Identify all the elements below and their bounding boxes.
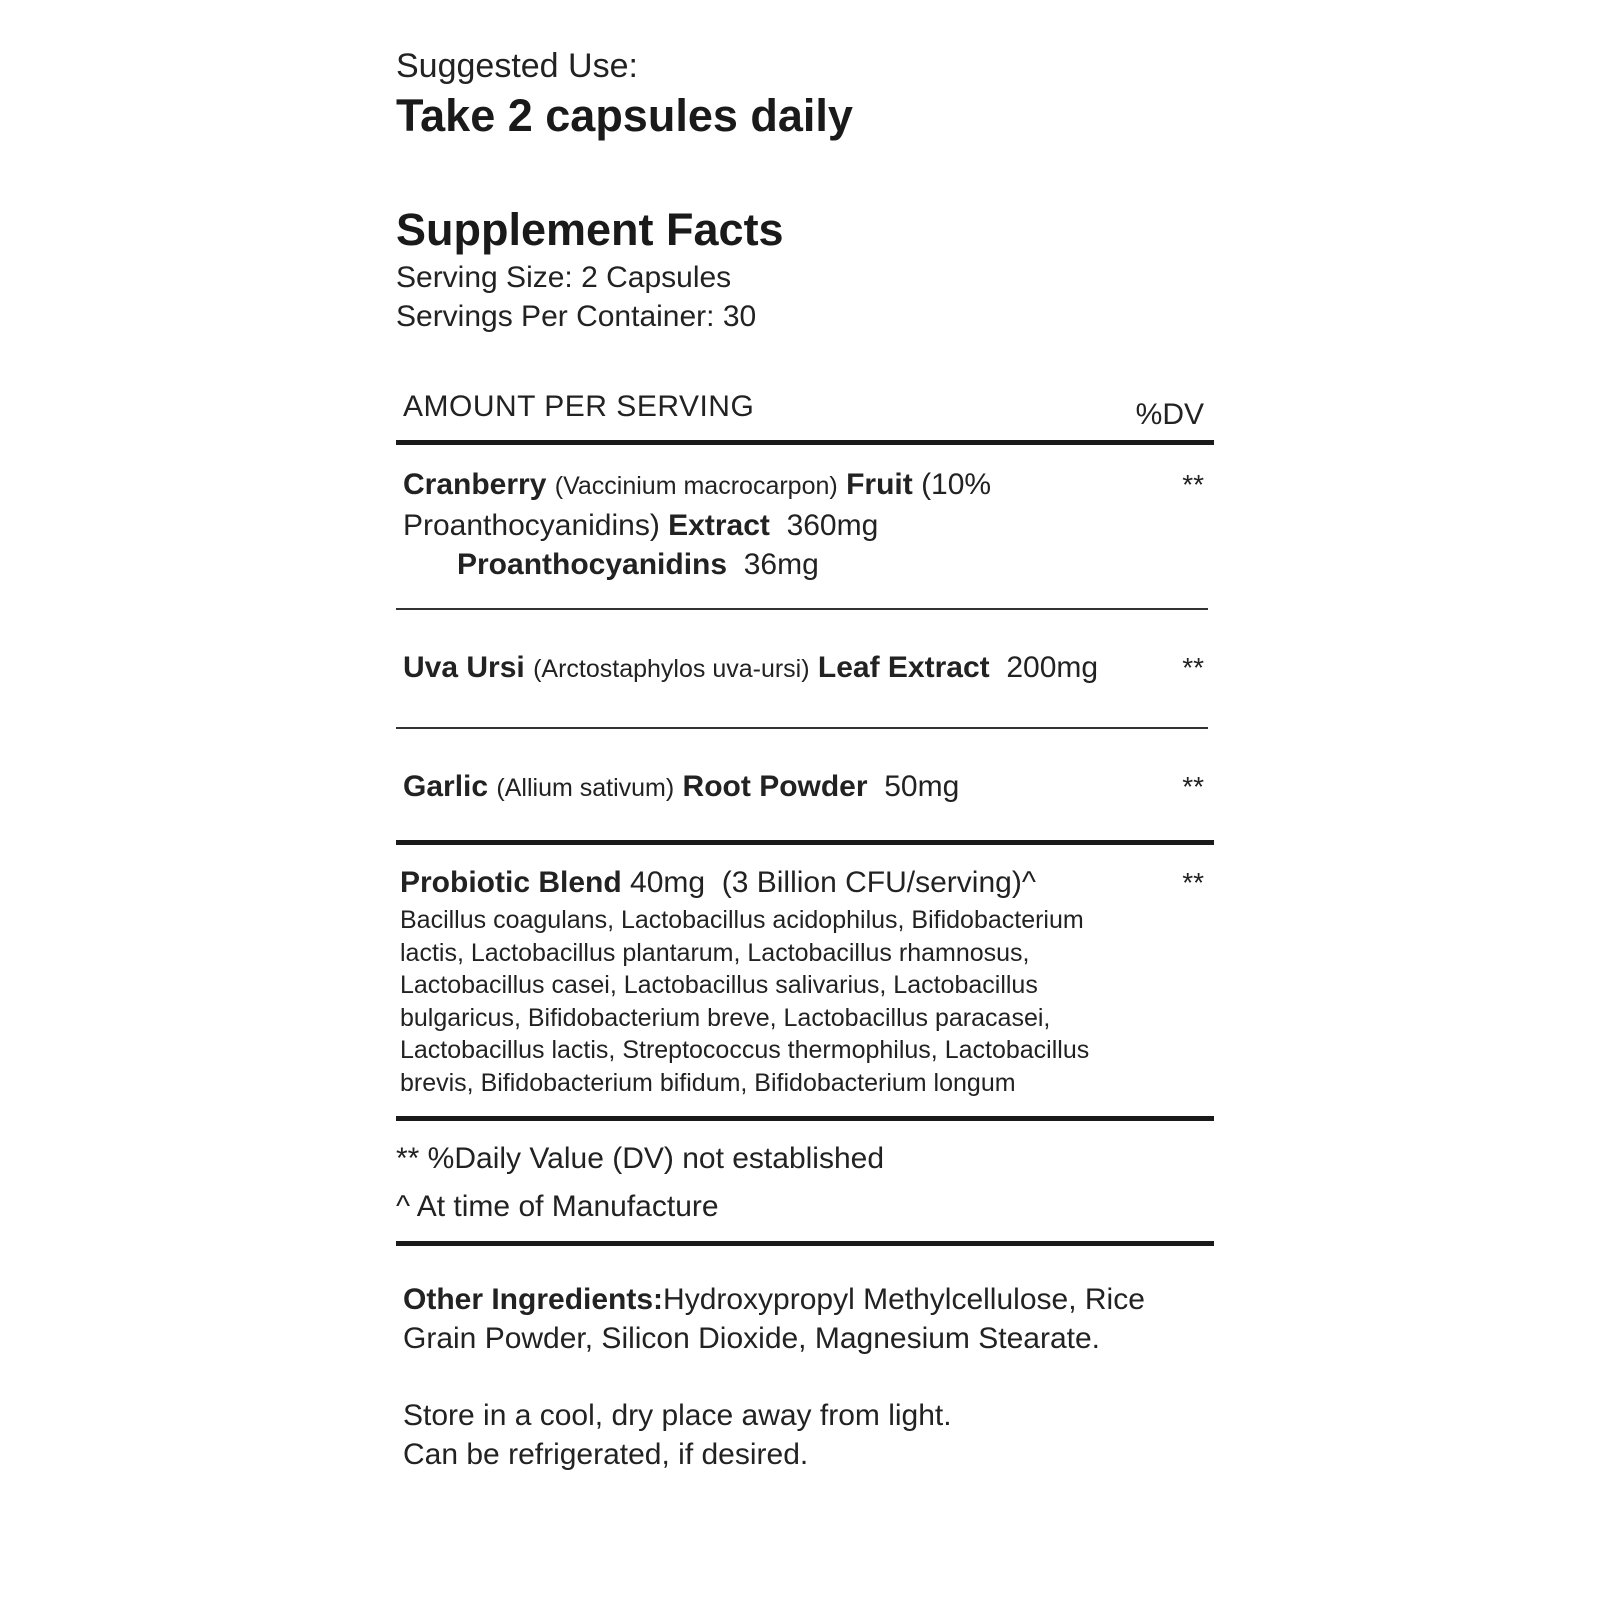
ingredient-name: Garlic	[403, 770, 489, 803]
sub-ingredient-name: Proanthocyanidins	[457, 548, 728, 581]
manufacture-footnote: ^ At time of Manufacture	[396, 1189, 719, 1223]
ingredient-cfu: (3 Billion CFU/serving)^	[721, 866, 1036, 899]
serving-size: Serving Size: 2 Capsules	[396, 261, 732, 294]
ingredient-scientific: (Vaccinium macrocarpon)	[554, 472, 838, 500]
dv-footnote: ** %Daily Value (DV) not established	[396, 1141, 885, 1175]
ingredient-name: Uva Ursi	[403, 651, 525, 684]
ingredient-amount: 50mg	[884, 770, 960, 803]
ingredient-row-cranberry	[396, 445, 1214, 608]
ingredient-row-probiotic	[396, 845, 1214, 1116]
ingredient-amount: 40mg	[630, 866, 706, 899]
storage-line: Store in a cool, dry place away from light.	[403, 1398, 952, 1432]
dv-value: **	[1182, 771, 1204, 802]
servings-per-container: Servings Per Container: 30	[396, 300, 757, 333]
sub-ingredient	[403, 545, 1134, 584]
ingredient-row-uva-ursi	[396, 610, 1214, 727]
other-ingredients	[396, 1280, 1214, 1358]
dv-header: %DV	[1135, 398, 1204, 431]
facts-title: Supplement Facts	[396, 204, 784, 255]
probiotic-strains: Bacillus coagulans, Lactobacillus acidophilus, Bifidobacterium lactis, Lactobacillus plantarum, Lactobacillus rhamnosus, Lactobacillus casei, Lactobacillus salivarius, Lactobacillus bulgaricus, Bifidobacterium breve, Lactobacillus paracasei, Lactobacillus lactis, Streptococcus thermophilus, Lactobacillus brevis, Bifidobacterium bifidum, Bifidobacterium longum	[400, 906, 1090, 1097]
ingredient-scientific: (Arctostaphylos uva-ursi)	[533, 655, 810, 683]
ingredient-standard: (10% Proanthocyanidins)	[403, 468, 992, 542]
facts-header	[396, 388, 1214, 440]
footnotes	[396, 1121, 1214, 1241]
ingredient-name: Probiotic Blend	[400, 866, 622, 899]
ingredient-row-garlic	[396, 729, 1214, 840]
storage-instructions	[396, 1396, 1214, 1474]
amount-per-serving-header: AMOUNT PER SERVING	[403, 390, 755, 423]
sub-ingredient-amount: 36mg	[743, 548, 819, 581]
divider	[396, 1241, 1214, 1246]
dv-value: **	[1182, 652, 1204, 683]
other-ingredients-label: Other Ingredients:	[403, 1282, 664, 1316]
other-ingredients-value: Hydroxypropyl Methylcellulose, Rice Grain Powder, Silicon Dioxide, Magnesium Stearate.	[403, 1282, 1145, 1355]
ingredient-part: Fruit	[846, 468, 913, 501]
ingredient-part: Leaf Extract	[817, 651, 990, 684]
suggested-use-label: Suggested Use:	[396, 47, 638, 85]
ingredient-part: Root Powder	[682, 770, 868, 803]
ingredient-text	[403, 465, 1134, 545]
dv-value: **	[1182, 469, 1204, 500]
storage-line: Can be refrigerated, if desired.	[403, 1437, 809, 1471]
ingredient-text	[400, 863, 1134, 902]
ingredient-form: Extract	[668, 509, 770, 542]
supplement-label	[396, 44, 1214, 1474]
ingredient-amount: 200mg	[1006, 651, 1099, 684]
suggested-use-value: Take 2 capsules daily	[396, 90, 853, 141]
ingredient-scientific: (Allium sativum)	[496, 774, 675, 802]
ingredient-name: Cranberry	[403, 468, 547, 501]
ingredient-amount: 360mg	[786, 509, 879, 542]
dv-value: **	[1182, 867, 1204, 898]
